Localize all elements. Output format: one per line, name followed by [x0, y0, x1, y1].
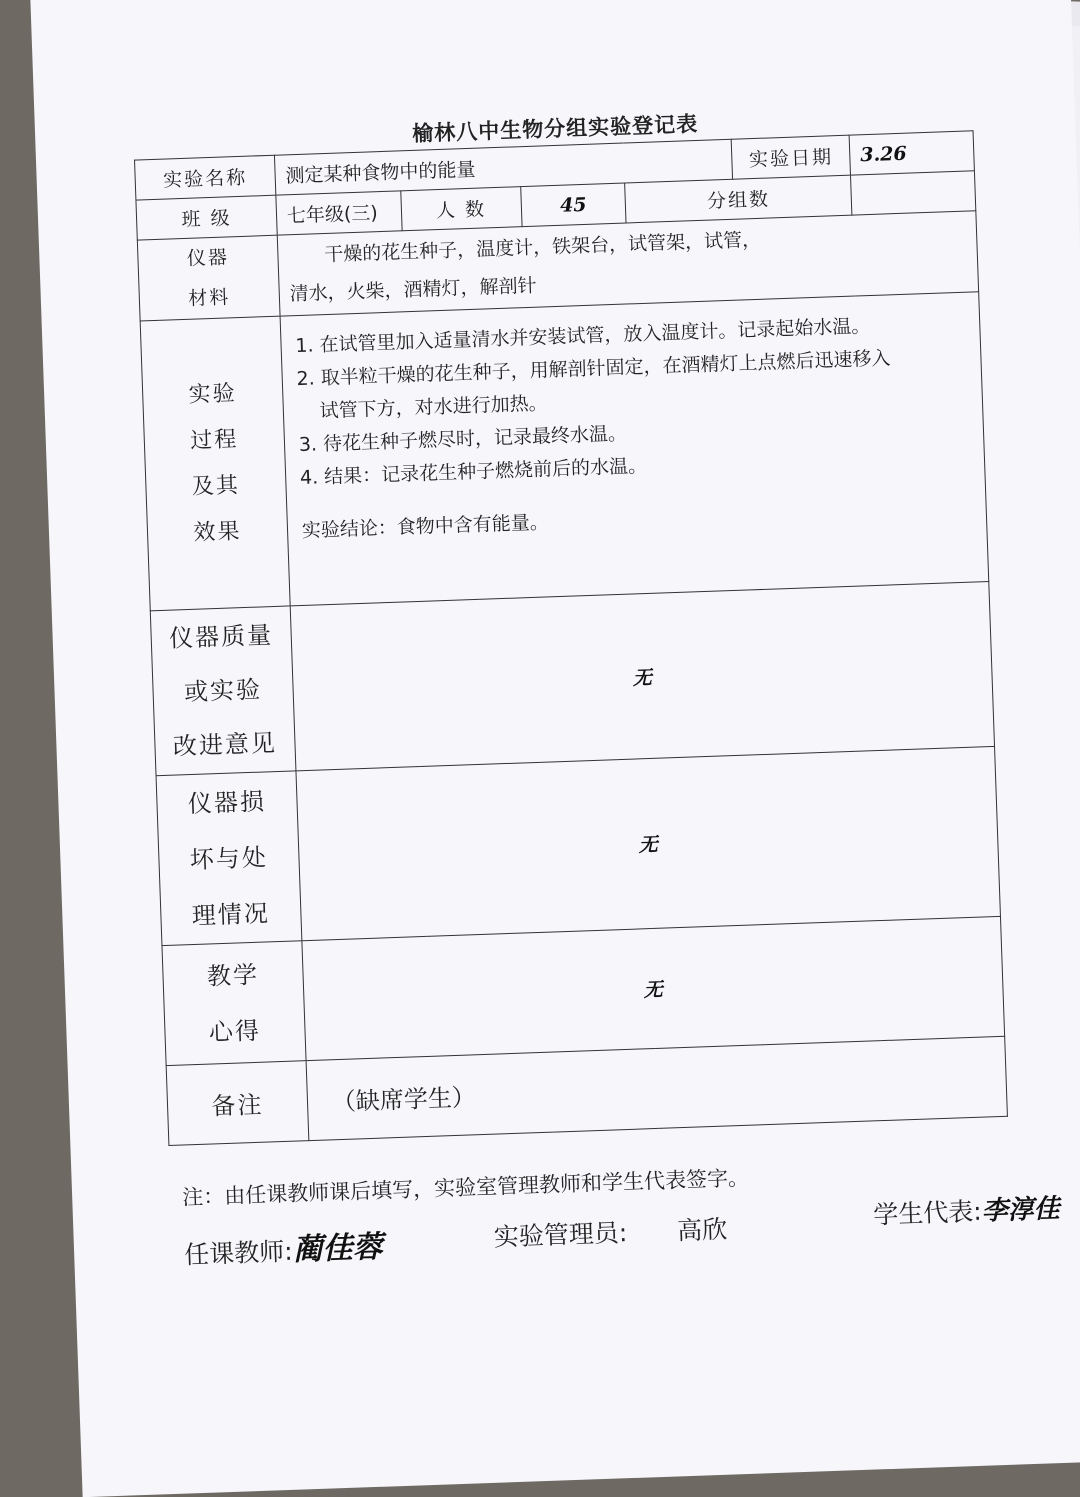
- student-signature: [873, 1188, 1061, 1231]
- quality-label: [150, 606, 295, 776]
- class-value: 七年级(三): [276, 191, 402, 235]
- teacher-signature: [183, 1222, 383, 1273]
- student-count-label: 人 数: [400, 187, 521, 231]
- quality-label-line: 或实验: [183, 675, 263, 707]
- process-content: [280, 292, 989, 606]
- process-step: 试管下方，对水进行加热。: [319, 392, 548, 423]
- admin-signature-value: 高欣: [676, 1214, 728, 1246]
- group-count-value: [851, 171, 976, 215]
- student-count-value: 45: [520, 183, 626, 227]
- quality-label-line: 仪器质量: [168, 621, 274, 653]
- registration-form-sheet: [30, 0, 1080, 1497]
- damage-label-line: 仪器损: [187, 786, 267, 818]
- process-label-line: 过程: [189, 426, 239, 454]
- table-row: [140, 292, 989, 611]
- table-row: [150, 582, 994, 776]
- materials-line: 干燥的花生种子，温度计，铁架台，试管架，试管，: [323, 228, 762, 267]
- process-step: 3. 待花生种子燃尽时，记录最终水温。: [298, 422, 628, 457]
- teaching-label: [162, 941, 306, 1066]
- teaching-value: 无: [302, 916, 1005, 1060]
- process-label-line: 及其: [191, 472, 241, 500]
- group-count-label: 分组数: [625, 175, 852, 223]
- damage-label-line: 坏与处: [189, 842, 269, 874]
- materials-label: [137, 235, 280, 321]
- damage-label-line: 理情况: [191, 898, 271, 930]
- experiment-name-label: 实验名称: [135, 155, 276, 200]
- process-step: 1. 在试管里加入适量清水并安装试管，放入温度计。记录起始水温。: [295, 315, 871, 358]
- class-label: 班 级: [136, 195, 277, 240]
- damage-value: 无: [296, 746, 1001, 940]
- quality-value: 无: [290, 582, 995, 771]
- damage-label: [156, 771, 302, 946]
- process-step: 4. 结果：记录花生种子燃烧前后的水温。: [299, 454, 648, 490]
- process-step: 2. 取半粒干燥的花生种子，用解剖针固定，在酒精灯上点燃后迅速移入: [296, 347, 891, 391]
- materials-label-line: 材料: [187, 286, 231, 310]
- footnote: 注：由任课教师课后填写，实验室管理教师和学生代表签字。: [181, 1165, 750, 1210]
- admin-label: 实验管理员:: [493, 1218, 628, 1252]
- quality-label-line: 改进意见: [172, 729, 278, 761]
- form-title: 榆林八中生物分组实验登记表: [411, 111, 699, 146]
- student-label: 学生代表:: [872, 1196, 983, 1230]
- process-label-line: 效果: [193, 518, 242, 546]
- remarks-label: 备注: [166, 1061, 309, 1146]
- process-label: [140, 316, 290, 611]
- registration-table: [134, 130, 1008, 1146]
- teaching-label-line: 教学: [206, 960, 260, 991]
- process-label-line: 实验: [188, 380, 238, 408]
- teacher-signature-value: 蔺佳蓉: [292, 1229, 384, 1268]
- experiment-name-value: 测定某种食物中的能量: [274, 139, 733, 195]
- admin-signature: [493, 1210, 728, 1254]
- experiment-date-label: 实验日期: [731, 135, 850, 179]
- teacher-label: 任课教师:: [183, 1236, 294, 1270]
- table-row: [156, 746, 1000, 945]
- process-conclusion: 实验结论：食物中含有能量。: [301, 511, 550, 542]
- remarks-value: （缺席学生）: [306, 1036, 1008, 1140]
- experiment-date-value: 3.26: [849, 131, 974, 175]
- student-signature-value: 李淳佳: [981, 1193, 1061, 1227]
- materials-label-line: 仪器: [186, 246, 230, 270]
- teaching-label-line: 心得: [208, 1016, 262, 1047]
- materials-line: 清水，火柴，酒精灯，解剖针: [289, 274, 537, 306]
